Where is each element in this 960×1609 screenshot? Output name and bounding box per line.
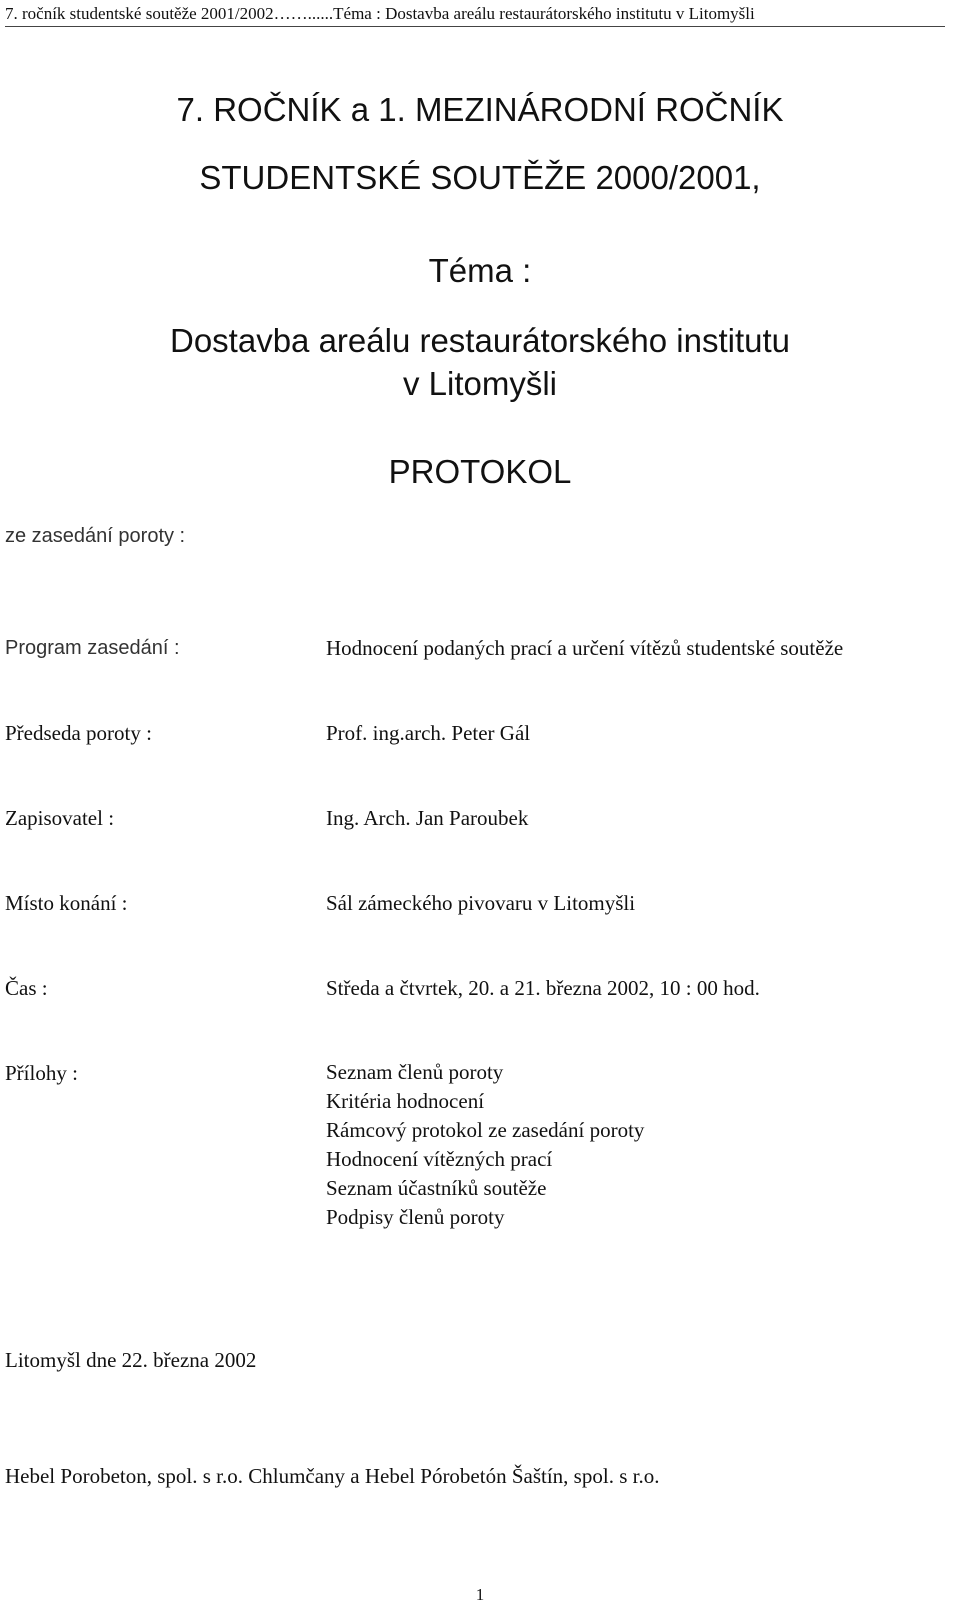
attachments-label: Přílohy : (5, 1061, 78, 1085)
chair-value: Prof. ing.arch. Peter Gál (326, 721, 531, 745)
chair-label: Předseda poroty : (5, 721, 152, 745)
attachment-item: Podpisy členů poroty (326, 1205, 505, 1229)
attachment-item: Kritéria hodnocení (326, 1089, 485, 1113)
program-value: Hodnocení podaných prací a určení vítězů studentské soutěže (326, 636, 844, 660)
intro-text: ze zasedání poroty : (5, 525, 186, 547)
title-line-1: 7. ROČNÍK a 1. MEZINÁRODNÍ ROČNÍK (176, 91, 784, 128)
running-header: 7. ročník studentské soutěže 2001/2002……......Téma : Dostavba areálu restaurátorského institutu v Litomyšli (5, 4, 945, 27)
page-number: 1 (475, 1585, 485, 1604)
attachments-list (326, 1058, 644, 1232)
attachment-item: Rámcový protokol ze zasedání poroty (326, 1118, 645, 1142)
protocol-heading: PROTOKOL (388, 453, 572, 490)
time-value: Středa a čtvrtek, 20. a 21. března 2002, 10 : 00 hod. (326, 976, 760, 1000)
time-label: Čas : (5, 976, 48, 1000)
recorder-label: Zapisovatel : (5, 806, 115, 830)
venue-label: Místo konání : (5, 891, 128, 915)
place-date: Litomyšl dne 22. března 2002 (5, 1348, 257, 1372)
recorder-value: Ing. Arch. Jan Paroubek (326, 806, 529, 830)
organizers: Hebel Porobeton, spol. s r.o. Chlumčany a Hebel Pórobetón Šaštín, spol. s r.o. (5, 1464, 660, 1488)
venue-value: Sál zámeckého pivovaru v Litomyšli (326, 891, 636, 915)
program-label: Program zasedání : (5, 637, 180, 659)
attachment-item: Seznam účastníků soutěže (326, 1176, 547, 1200)
theme-line-2: v Litomyšli (402, 365, 558, 402)
theme-label: Téma : (428, 252, 532, 289)
title-line-2: STUDENTSKÉ SOUTĚŽE 2000/2001, (199, 159, 761, 196)
theme-line-1: Dostavba areálu restaurátorského institutu (169, 322, 790, 359)
attachment-item: Hodnocení vítězných prací (326, 1147, 553, 1171)
attachment-item: Seznam členů poroty (326, 1060, 504, 1084)
